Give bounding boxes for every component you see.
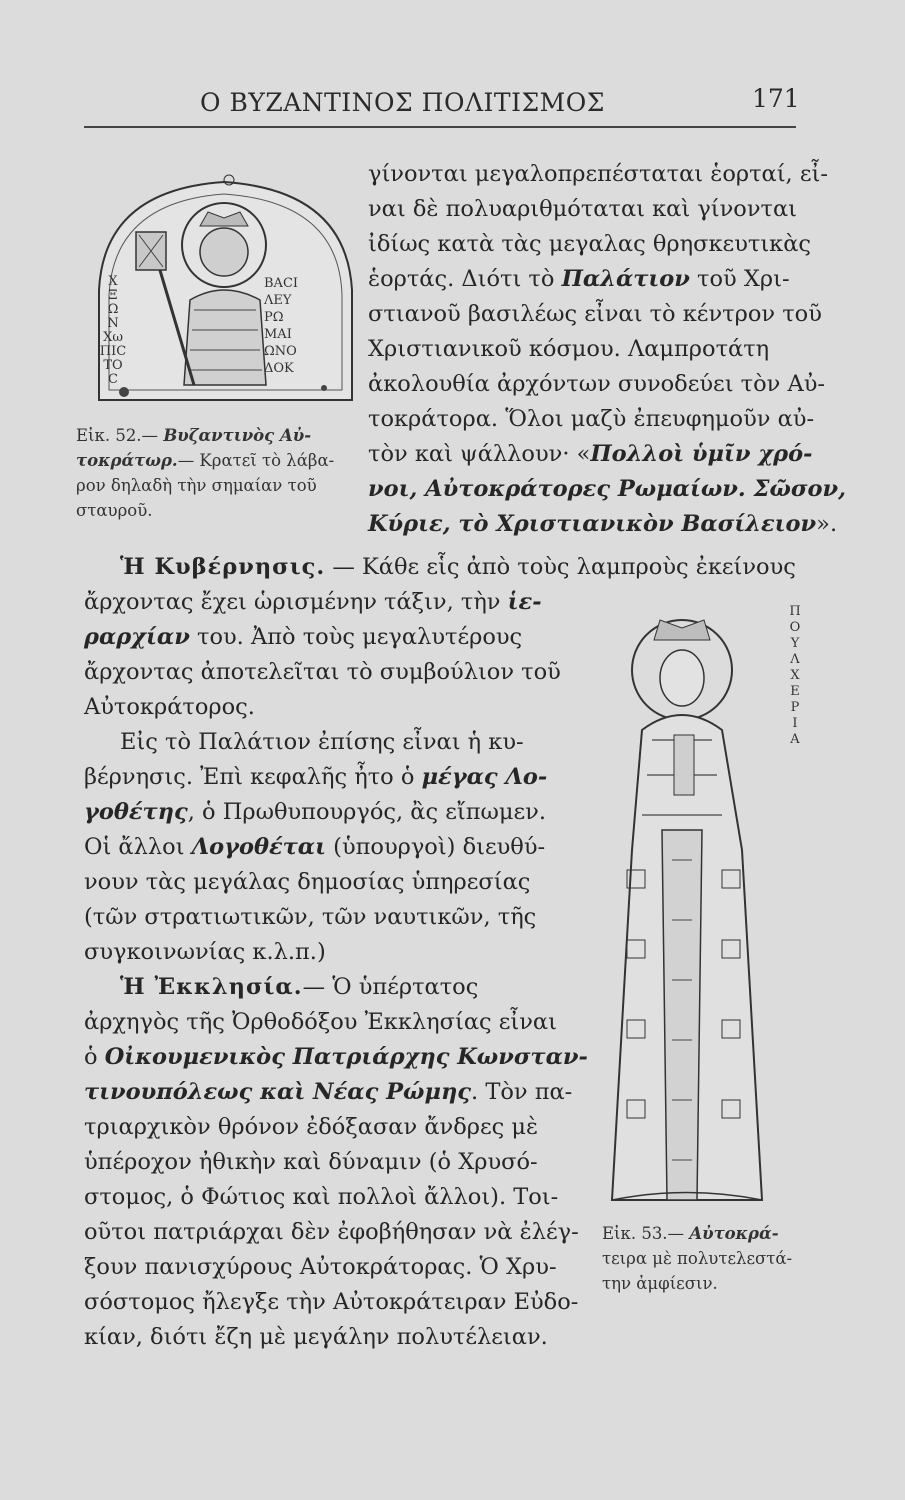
inscription-right-2: ΡΩ — [264, 310, 284, 325]
text-line — [368, 475, 846, 503]
text-run: του. Ἀπὸ τοὺς μεγαλυτέρους — [189, 624, 523, 650]
emphasis-text: Παλάτιον — [561, 266, 690, 292]
text-run: — Κάθε εἷς ἀπὸ τοὺς λαμπροὺς ἐκείνους — [325, 554, 796, 580]
text-run: Εἰκ. 52.— — [76, 426, 164, 445]
text-run: Αὐτοκράτορος. — [84, 694, 255, 720]
text-run: Εἰς τὸ Παλάτιον ἐπίσης εἶναι ἡ κυ- — [120, 729, 524, 755]
text-run: στιανοῦ βασιλέως εἶναι τὸ κέντρον τοῦ — [368, 301, 822, 327]
inscription-right-3: ΜΑΙ — [264, 327, 292, 342]
text-run: την ἀμφίεσιν. — [602, 1274, 718, 1293]
inscription-left-7: C — [108, 372, 118, 387]
inscription-letter-4: Χ — [790, 668, 800, 683]
inscription-left-0: Χ — [108, 274, 118, 289]
emphasis-text: Αὐτοκρά- — [689, 1224, 779, 1243]
inscription-letter-6: Ρ — [790, 700, 800, 715]
text-run: τοκράτορα. Ὅλοι μαζὺ ἐπευφημοῦν αὐ- — [368, 406, 815, 432]
text-line — [368, 440, 812, 468]
text-run: — Κρατεῖ τὸ λάβα- — [177, 451, 335, 470]
text-line — [84, 1113, 538, 1141]
text-run: κίαν, διότι ἔζη μὲ μεγάλην πολυτέλειαν. — [84, 1324, 548, 1350]
inscription-letter-5: Ε — [790, 684, 800, 699]
text-run: βέρνησις. Ἐπὶ κεφαλῆς ἦτο ὁ — [84, 764, 422, 790]
inscription-letter-2: Υ — [790, 636, 800, 651]
inscription-left-5: ΠΙC — [99, 344, 127, 359]
emphasis-text: Πολλοὶ ὑμῖν χρό- — [590, 441, 813, 467]
emphasis-text: Οἰκουμενικὸς Πατριάρχης Κωνσταν- — [104, 1044, 588, 1070]
text-line — [368, 370, 825, 398]
inscription-right-5: ΔΟΚ — [264, 361, 294, 376]
text-run: στομος, ὁ Φώτιος καὶ πολλοὶ ἄλλοι). Τοι- — [84, 1184, 559, 1210]
text-line — [84, 693, 255, 721]
page-number: 171 — [752, 84, 800, 113]
emphasis-text: τινουπόλεως καὶ Νέας Ρώμης — [84, 1079, 472, 1105]
section-heading: Ἡ Ἐκκλησία. — [120, 974, 303, 1000]
figure-53-empress — [592, 600, 782, 1215]
text-run: ρον δηλαδὴ τὴν σημαίαν τοῦ — [76, 476, 317, 495]
header-rule — [84, 126, 796, 128]
text-run: νουν τὰς μεγάλας δημοσίας ὑπηρεσίας — [84, 869, 531, 895]
inscription-right-4: ΩΝΟ — [264, 344, 297, 359]
inscription-left-1: Ξ — [108, 288, 118, 303]
figure-52-emperor — [84, 170, 364, 420]
text-line — [84, 903, 536, 931]
inscription-letter-1: Ο — [789, 620, 801, 635]
text-run: συγκοινωνίας κ.λ.π.) — [84, 939, 326, 965]
text-run: ἀρχηγὸς τῆς Ὀρθοδόξου Ἐκκλησίας εἶναι — [84, 1009, 557, 1035]
text-run: Χριστιανικοῦ κόσμου. Λαμπροτάτη — [368, 336, 770, 362]
text-run: ». — [816, 511, 838, 537]
inscription-right-1: ΛΕΥ — [264, 293, 292, 308]
text-line — [368, 335, 769, 363]
text-line — [368, 405, 814, 433]
inscription-letter-3: Λ — [790, 652, 800, 667]
text-run: ναι δὲ πολυαριθμόταται καὶ γίνονται — [368, 196, 797, 222]
text-line — [84, 1183, 558, 1211]
figure-53-inscription — [785, 604, 805, 748]
inscription-left-4: Χω — [103, 330, 123, 345]
text-run: — Ὁ ὑπέρτατος — [302, 974, 479, 1000]
inscription-left-3: Ν — [107, 316, 119, 331]
emphasis-text: τοκράτωρ. — [76, 451, 178, 470]
text-run: ἰδίως κατὰ τὰς μεγαλας θρησκευτικὰς — [368, 231, 812, 257]
caption-line — [76, 424, 311, 448]
emphasis-text: Κύριε, τὸ Χριστιανικὸν Βασίλειον — [368, 511, 817, 537]
text-line — [368, 230, 811, 258]
text-line — [368, 195, 797, 223]
text-line — [84, 938, 326, 966]
section-heading: Ἡ Κυβέρνησις. — [120, 554, 326, 580]
text-line — [368, 265, 790, 293]
emphasis-text: Βυζαντινὸς Αὐ- — [163, 426, 312, 445]
text-line — [120, 553, 796, 581]
text-line — [368, 160, 828, 188]
text-run: οῦτοι πατριάρχαι δὲν ἐφοβήθησαν νὰ ἐλέγ- — [84, 1219, 579, 1245]
text-run: ἀκολουθία ἀρχόντων συνοδεύει τὸν Αὐ- — [368, 371, 826, 397]
text-line — [368, 300, 822, 328]
caption-line — [602, 1247, 792, 1271]
emphasis-text: Λογοθέται — [191, 834, 327, 860]
text-line — [84, 868, 530, 896]
text-run: ὁ — [84, 1044, 105, 1070]
text-line — [84, 1008, 557, 1036]
text-run: (τῶν στρατιωτικῶν, τῶν ναυτικῶν, τῆς — [84, 904, 537, 930]
emphasis-text: γοθέτης — [84, 799, 188, 825]
text-line — [84, 798, 546, 826]
text-run: , ὁ Πρωθυπουργός, ἂς εἴπωμεν. — [187, 799, 546, 825]
caption-line — [602, 1222, 779, 1246]
text-run: (ὑπουργοὶ) διευθύ- — [326, 834, 546, 860]
text-run: τειρα μὲ πολυτελεστά- — [602, 1249, 793, 1268]
caption-line — [76, 474, 317, 498]
inscription-left-6: ΤΟ — [103, 358, 123, 373]
text-run: γίνονται μεγαλοπρεπέσταται ἑορταί, εἶ- — [368, 161, 828, 187]
text-line — [84, 1043, 588, 1071]
text-line — [84, 1288, 578, 1316]
text-line — [84, 658, 561, 686]
text-line — [84, 763, 547, 791]
running-header: Ο ΒΥΖΑΝΤΙΝΟΣ ΠΟΛΙΤΙΣΜΟΣ — [200, 88, 605, 117]
text-line — [84, 1078, 572, 1106]
text-line — [84, 588, 542, 616]
text-line — [120, 728, 524, 756]
text-line — [84, 623, 522, 651]
text-run: τριαρχικὸν θρόνον ἐδόξασαν ἄνδρες μὲ — [84, 1114, 539, 1140]
inscription-left-2: Ω — [107, 302, 119, 317]
inscription-letter-7: Ι — [792, 716, 798, 731]
empress-illustration — [592, 600, 782, 1215]
caption-line — [602, 1272, 718, 1296]
text-line — [84, 833, 545, 861]
text-line — [368, 510, 837, 538]
text-line — [84, 1148, 538, 1176]
text-run: ἄρχοντας ἔχει ὡρισμένην τάξιν, τὴν — [84, 589, 508, 615]
text-run: τοῦ Χρι- — [689, 266, 790, 292]
text-run: ὑπέροχον ἠθικὴν καὶ δύναμιν (ὁ Χρυσό- — [84, 1149, 538, 1175]
text-run: σόστομος ἤλεγξε τὴν Αὐτοκράτειραν Εὐδο- — [84, 1289, 579, 1315]
caption-line — [76, 449, 334, 473]
caption-line — [76, 499, 152, 523]
inscription-letter-8: Α — [790, 732, 800, 747]
text-run: ξουν πανισχύρους Αὐτοκράτορας. Ὁ Χρυ- — [84, 1254, 557, 1280]
text-run: Οἱ ἄλλοι — [84, 834, 192, 860]
emphasis-text: νοι, Αὐτοκράτορες Ρωμαίων. Σῶσον, — [368, 476, 846, 502]
text-run: . Τὸν πα- — [471, 1079, 573, 1105]
inscription-right-0: ΒΑCΙ — [264, 276, 299, 291]
text-line — [84, 1253, 557, 1281]
text-run: Εἰκ. 53.— — [602, 1224, 690, 1243]
emphasis-text: ἱε- — [507, 589, 542, 615]
text-run: σταυροῦ. — [76, 501, 153, 520]
text-line — [84, 1218, 579, 1246]
text-run: τὸν καὶ ψάλλουν· « — [368, 441, 591, 467]
inscription-letter-0: Π — [789, 604, 801, 619]
emphasis-text: μέγας Λο- — [421, 764, 548, 790]
text-run: ἑορτάς. Διότι τὸ — [368, 266, 562, 292]
emphasis-text: ραρχίαν — [84, 624, 190, 650]
text-line — [120, 973, 478, 1001]
text-line — [84, 1323, 548, 1351]
text-run: ἄρχοντας ἀποτελεῖται τὸ συμβούλιον τοῦ — [84, 659, 561, 685]
